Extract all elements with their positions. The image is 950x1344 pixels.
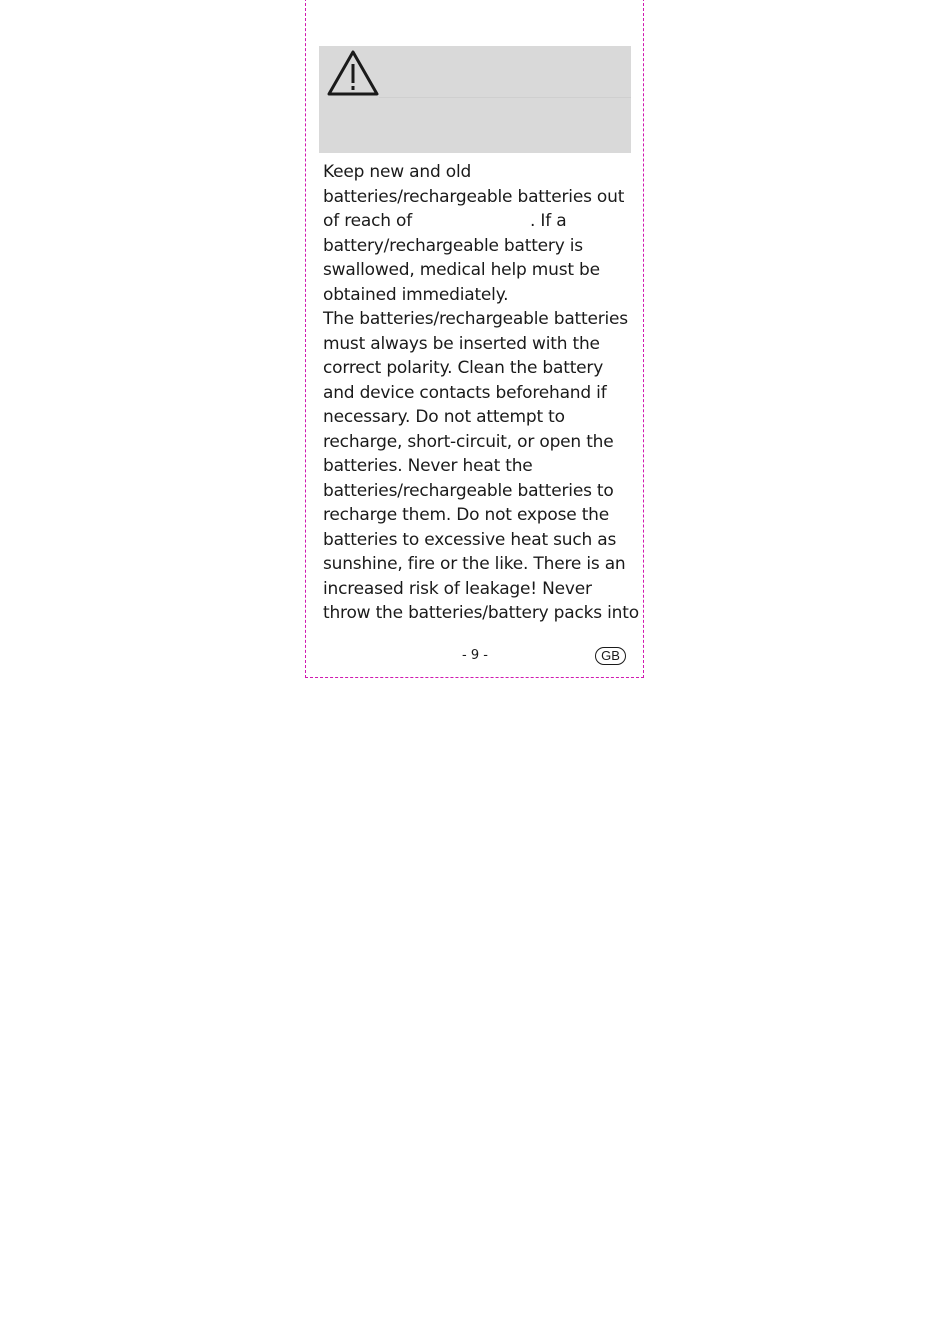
text-line: obtained immediately. xyxy=(323,284,509,305)
text-line-with-gap xyxy=(323,209,631,234)
text-line: battery/rechargeable battery is xyxy=(323,235,583,256)
text-line: swallowed, medical help must be xyxy=(323,260,600,280)
text-line: increased risk of leakage! Never xyxy=(323,578,592,599)
language-badge: GB xyxy=(595,647,626,665)
text-line: batteries. Never heat the xyxy=(323,456,533,476)
warning-box xyxy=(319,46,631,153)
text-line: The batteries/rechargeable batteries xyxy=(323,309,628,329)
text-fragment: . If a xyxy=(530,211,567,231)
text-line: and device contacts beforehand if xyxy=(323,382,607,403)
text-line: recharge, short-circuit, or open the xyxy=(323,431,614,452)
text-line: throw the batteries/battery packs into xyxy=(323,603,639,623)
text-fragment: of reach of xyxy=(323,211,412,231)
text-line: must always be inserted with the xyxy=(323,333,600,354)
page-number: - 9 - xyxy=(462,648,488,663)
text-line: necessary. Do not attempt to xyxy=(323,407,565,427)
battery-safety-text xyxy=(323,160,639,626)
text-line: Keep new and old xyxy=(323,162,472,182)
text-line: correct polarity. Clean the battery xyxy=(323,358,604,378)
warning-divider xyxy=(379,97,631,98)
text-line: recharge them. Do not expose the xyxy=(323,505,609,525)
text-line: batteries/rechargeable batteries to xyxy=(323,480,614,501)
warning-triangle-icon xyxy=(326,49,380,97)
text-line: batteries to excessive heat such as xyxy=(323,529,617,550)
text-line: batteries/rechargeable batteries out xyxy=(323,186,625,207)
text-line: sunshine, fire or the like. There is an xyxy=(323,554,626,574)
